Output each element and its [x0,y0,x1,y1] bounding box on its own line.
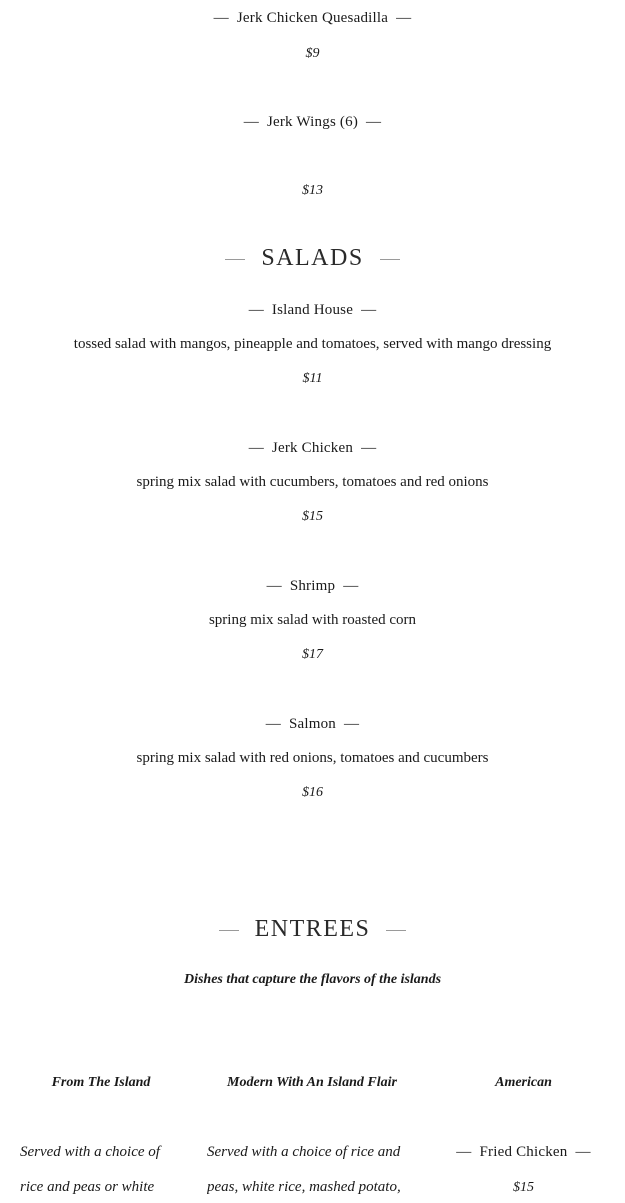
dash-left: — [266,578,282,594]
dash-right: — [344,716,360,732]
menu-item-price: $15 [513,1180,534,1195]
item-name-text: Fried Chicken [479,1144,568,1160]
section-title-entrees [0,916,625,943]
menu-item-price: $13 [302,183,323,198]
column-heading-from-the-island: From The Island [51,1075,151,1090]
menu-item-description: spring mix salad with cucumbers, tomatoes and red onions [136,474,489,490]
dash-right: — [361,440,377,456]
dash-left: — [248,302,264,318]
section-title-text: SALADS [261,245,364,271]
dash-left: — [243,114,259,130]
menu-item-description: tossed salad with mangos, pineapple and tomatoes, served with mango dressing [73,336,552,352]
menu-item-name [0,440,625,457]
section-title-salads [0,245,625,272]
section-tagline: Dishes that capture the flavors of the islands [183,972,442,987]
menu-item-name [0,10,625,27]
item-name-text: Salmon [288,716,337,732]
item-name-text: Shrimp [289,578,336,594]
menu-item-name [0,302,625,319]
column-heading-american: American [495,1075,552,1090]
title-rule-left [219,930,239,931]
menu-item-name [0,716,625,733]
item-name-text: Island House [271,302,354,318]
column-note-wrapper [20,1135,182,1203]
title-rule-right [386,930,406,931]
menu-item-name [0,578,625,595]
menu-item-description: spring mix salad with roasted corn [208,612,417,628]
menu-item-price: $16 [302,785,323,800]
dash-left: — [456,1144,472,1160]
dash-right: — [361,302,377,318]
title-rule-right [380,259,400,260]
title-rule-left [225,259,245,260]
item-name-text: Jerk Chicken Quesadilla [236,10,389,26]
dash-left: — [213,10,229,26]
menu-item-price: $15 [302,509,323,524]
menu-item-name [422,1144,625,1161]
menu-item-price: $9 [305,46,320,61]
column-note-from-the-island: Served with a choice of rice and peas or white [20,1144,160,1195]
dash-right: — [575,1144,591,1160]
menu-item-price: $17 [302,647,323,662]
column-note-modern-island-flair: Served with a choice of rice and peas, white rice, mashed potato, [207,1144,401,1195]
dash-left: — [265,716,281,732]
column-note-wrapper [207,1135,417,1203]
column-heading-modern-island-flair: Modern With An Island Flair [227,1075,397,1090]
dash-right: — [366,114,382,130]
item-name-text: Jerk Chicken [271,440,354,456]
menu-item-description: spring mix salad with red onions, tomatoes and cucumbers [136,750,489,766]
dash-right: — [343,578,359,594]
menu-item-price: $11 [302,371,323,386]
item-name-text: Jerk Wings (6) [266,114,359,130]
section-title-text: ENTREES [254,916,371,942]
dash-right: — [396,10,412,26]
dash-left: — [248,440,264,456]
menu-item-name [0,114,625,131]
